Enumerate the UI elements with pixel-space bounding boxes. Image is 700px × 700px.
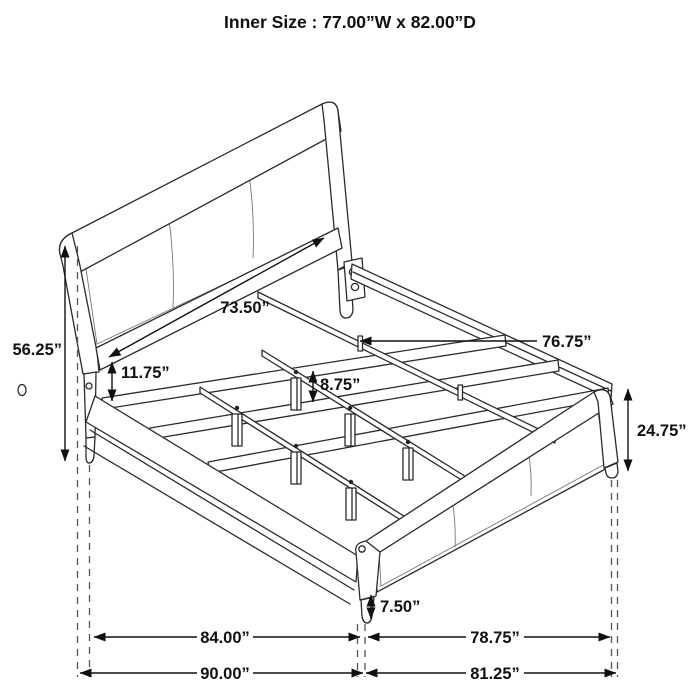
dim-label: 78.75” [470,629,520,647]
dim-overall-depth [80,665,363,683]
dim-label: 56.25” [12,341,62,359]
dim-label: 84.00” [200,629,250,647]
dim-label: 90.00” [200,665,250,683]
dim-label: 76.75” [542,333,592,351]
leg-bolt-hole [86,383,92,389]
footboard-right-post [594,390,618,468]
dim-label: 7.50” [380,598,421,616]
dim-label: 11.75” [121,364,170,382]
dim-footboard-inner-width [368,629,610,647]
rail-joiner [358,336,363,351]
dim-label: 8.75” [320,376,361,394]
dim-footboard-clearance [371,595,420,619]
headboard-bottom-rail [96,228,342,370]
dim-label: 24.75” [637,422,687,440]
bracket-bolt-hole [351,283,358,290]
dim-label: 81.25” [470,665,520,683]
headboard-panel-seam [168,212,173,308]
dim-overall-width [366,665,616,683]
rear-leg-tip [18,385,26,396]
rail-joiner [458,385,463,400]
dim-headboard-height [12,246,65,461]
dim-side-rail-inner-length [94,629,360,647]
dim-headboard-inner-width [109,238,324,357]
dim-footboard-height [628,389,687,471]
post-cap-detail [359,546,365,552]
footboard [356,390,618,623]
headboard-top-rail [60,102,342,272]
diagram-title: Inner Size : 77.00”W x 82.00”D [224,12,476,32]
footboard-left-leg [361,597,374,623]
dim-label: 73.50” [220,299,270,317]
